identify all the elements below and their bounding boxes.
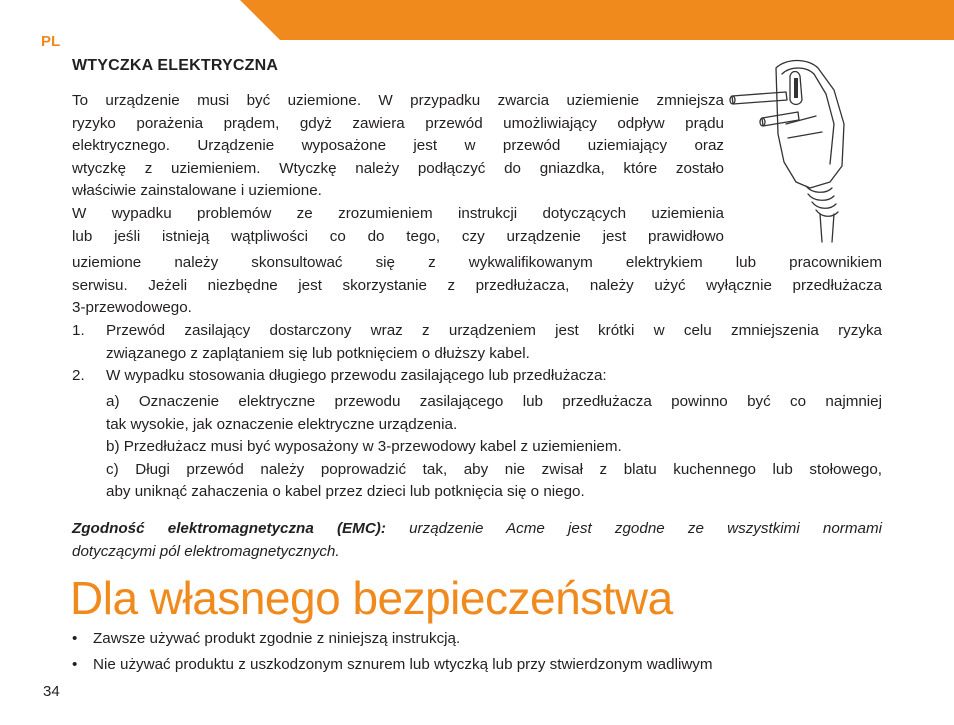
paragraph-line: elektrycznego. Urządzenie wyposażone jest w przewód uziemiający oraz bbox=[72, 137, 724, 155]
paragraph-line: 3-przewodowego. bbox=[72, 299, 192, 317]
sub-item-text: c) Długi przewód należy poprowadzić tak, aby nie zwisał z blatu kuchennego lub stołowego, bbox=[106, 460, 882, 478]
list-item-text: Przewód zasilający dostarczony wraz z urządzeniem jest krótki w celu zmniejszenia ryzyka bbox=[106, 322, 882, 339]
paragraph-line: W wypadku problemów ze zrozumieniem instrukcji dotyczących uziemienia bbox=[72, 205, 724, 222]
bullet-item: Nie używać produktu z uszkodzonym sznurem lub wtyczką lub przy stwierdzonym wadliwym bbox=[93, 656, 713, 673]
language-label: PL bbox=[41, 33, 61, 50]
list-number: 1. bbox=[72, 322, 85, 339]
section-title: WTYCZKA ELEKTRYCZNA bbox=[72, 57, 279, 74]
paragraph-line: ryzyko porażenia prądem, gdyż zawiera przewód umożliwiający odpływ prądu bbox=[72, 114, 724, 132]
emc-statement bbox=[72, 518, 882, 563]
emc-text: urządzenie Acme jest zgodne ze wszystkimi normami bbox=[409, 520, 882, 537]
paragraph-line: uziemione należy skonsultować się z wykwalifikowanym elektrykiem lub pracownikiem bbox=[72, 254, 882, 271]
bullet-item: Zawsze używać produkt zgodnie z niniejszą instrukcją. bbox=[93, 630, 461, 647]
sub-item-text: b) Przedłużacz musi być wyposażony w 3-przewodowy kabel z uziemieniem. bbox=[106, 438, 622, 456]
paragraph-line: To urządzenie musi być uziemione. W przypadku zwarcia uziemienie zmniejsza bbox=[72, 92, 724, 109]
bullet-dot: • bbox=[72, 656, 78, 673]
bullet-dot: • bbox=[72, 630, 78, 647]
page-number: 34 bbox=[43, 683, 60, 700]
paragraph-line: lub jeśli istnieją wątpliwości co do tego, czy urządzenie jest prawidłowo bbox=[72, 227, 724, 245]
emc-text-2: dotyczącymi pól elektromagnetycznych. bbox=[72, 542, 340, 560]
list-item-text: związanego z zaplątaniem się lub potknięciem o dłuższy kabel. bbox=[106, 344, 530, 362]
paragraph-line: serwisu. Jeżeli niezbędne jest skorzystanie z przedłużacza, należy użyć wyłącznie przedłużacza bbox=[72, 276, 882, 294]
emc-label: Zgodność elektromagnetyczna (EMC): bbox=[72, 520, 386, 537]
header-accent-bar bbox=[0, 0, 954, 40]
paragraph-line: właściwie zainstalowane i uziemione. bbox=[72, 182, 322, 200]
safety-title: Dla własnego bezpieczeństwa bbox=[70, 572, 673, 624]
sub-item-text: tak wysokie, jak oznaczenie elektryczne urządzenia. bbox=[106, 415, 458, 433]
list-number: 2. bbox=[72, 367, 85, 385]
paragraph-line: wtyczkę z uziemieniem. Wtyczkę należy podłączyć do gniazdka, które zostało bbox=[72, 159, 724, 177]
sub-item-text: a) Oznaczenie elektryczne przewodu zasilającego lub przedłużacza powinno być co najmniej bbox=[106, 393, 882, 410]
sub-item-text: aby uniknąć zahaczenia o kabel przez dzieci lub potknięcia się o niego. bbox=[106, 483, 585, 501]
plug-illustration bbox=[726, 54, 876, 244]
list-item-text: W wypadku stosowania długiego przewodu zasilającego lub przedłużacza: bbox=[106, 367, 607, 385]
